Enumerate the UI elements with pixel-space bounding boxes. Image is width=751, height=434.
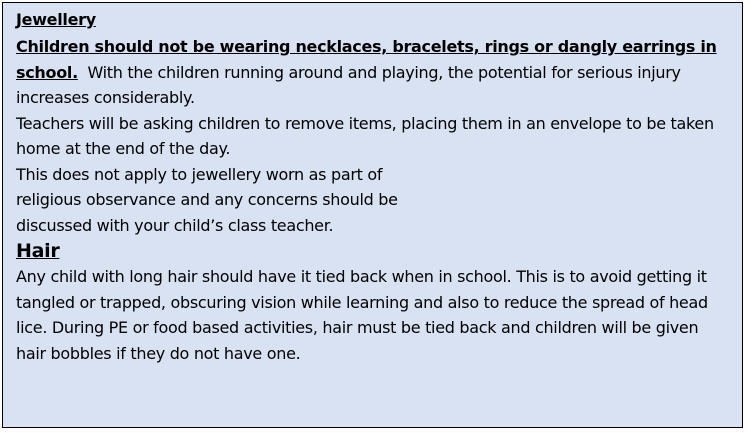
exception-line-2: religious observance and any concerns should be bbox=[16, 190, 398, 209]
jewellery-teachers-text: Teachers will be asking children to remove items, placing them in an envelope to be taken home at the end of the day. bbox=[16, 113, 714, 158]
jewellery-bold-statement: Children should not be wearing necklaces, bracelets, rings or dangly earrings in school. bbox=[16, 37, 717, 82]
jewellery-exception bbox=[16, 162, 730, 239]
exception-line-1: This does not apply to jewellery worn as part of bbox=[16, 164, 383, 184]
hair-paragraph: Any child with long hair should have it tied back when in school. This is to avoid getting it tangled or trapped, obscuring vision while learning and also to reduce the spread of head lice. During PE or food based activities, hair must be tied back and children will be given hair bobbles if they do not have one. bbox=[16, 267, 708, 363]
jewellery-reason: With the children running around and playing, the potential for serious injury increases considerably. bbox=[16, 62, 681, 107]
jewellery-heading: Jewellery bbox=[16, 10, 96, 29]
jewellery-paragraph bbox=[16, 34, 730, 111]
hair-heading: Hair bbox=[16, 240, 60, 262]
policy-panel bbox=[2, 2, 743, 428]
exception-line-3: discussed with your child’s class teacher. bbox=[16, 215, 334, 235]
